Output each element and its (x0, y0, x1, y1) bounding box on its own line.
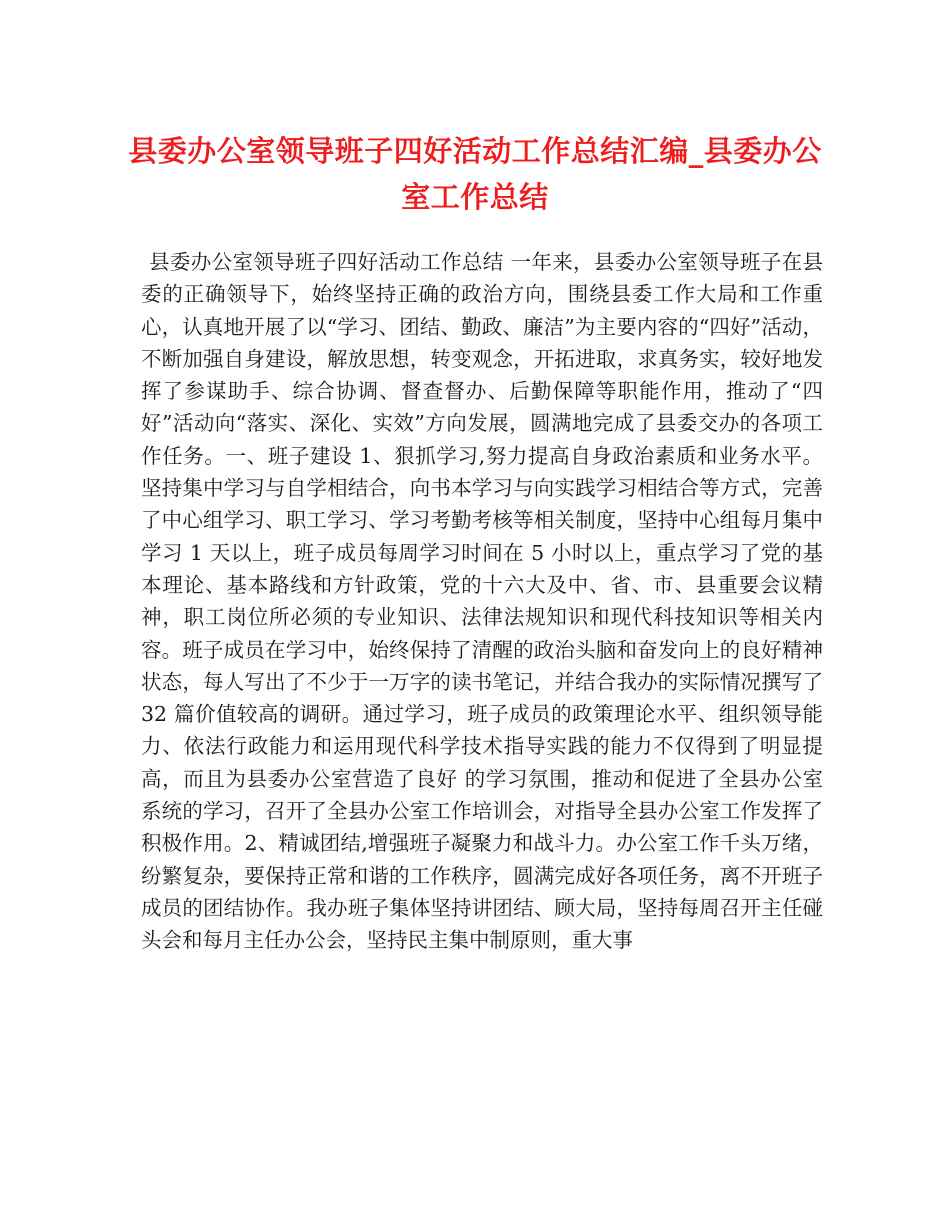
document-title: 县委办公室领导班子四好活动工作总结汇编_县委办公室工作总结 (128, 134, 822, 214)
document-body: 县委办公室领导班子四好活动工作总结 一年来，县委办公室领导班子在县委的正确领导下，始终坚持正确的政治方向，围绕县委工作大局和工作重心，认真地开展了以“学习、团结、勤政、廉洁”为主要内容的“四好”活动，不断加强自身建设，解放思想，转变观念，开拓进取，求真务实，较好地发挥了参谋助手、综合协调、督查督办、后勤保障等职能作用，推动了“四好”活动向“落实、深化、实效”方向发展，圆满地完成了县委交办的各项工作任务。一、班子建设 1、狠抓学习,努力提高自身政治素质和业务水平。坚持集中学习与自学相结合，向书本学习与向实践学习相结合等方式，完善了中心组学习、职工学习、学习考勤考核等相关制度，坚持中心组每月集中学习 1 天以上，班子成员每周学习时间在 5 小时以上，重点学习了党的基本理论、基本路线和方针政策，党的十六大及中、省、市、县重要会议精神，职工岗位所必须的专业知识、法律法规知识和现代科技知识等相关内容。班子成员在学习中，始终保持了清醒的政治头脑和奋发向上的良好精神状态，每人写出了不少于一万字的读书笔记，并结合我办的实际情况撰写了 32 篇价值较高的调研。通过学习，班子成员的政策理论水平、组织领导能力、依法行政能力和运用现代科学技术指导实践的能力不仅得到了明显提高，而且为县委办公室营造了良好 的学习氛围，推动和促进了全县办公室系统的学习，召开了全县办公室工作培训会，对指导全县办公室工作发挥了积极作用。2、精诚团结,增强班子凝聚力和战斗力。办公室工作千头万绪，纷繁复杂，要保持正常和谐的工作秩序，圆满完成好各项任务，离不开班子成员的团结协作。我办班子集体坚持讲团结、顾大局，坚持每周召开主任碰头会和每月主任办公会，坚持民主集中制原则，重大事 (141, 250, 823, 953)
